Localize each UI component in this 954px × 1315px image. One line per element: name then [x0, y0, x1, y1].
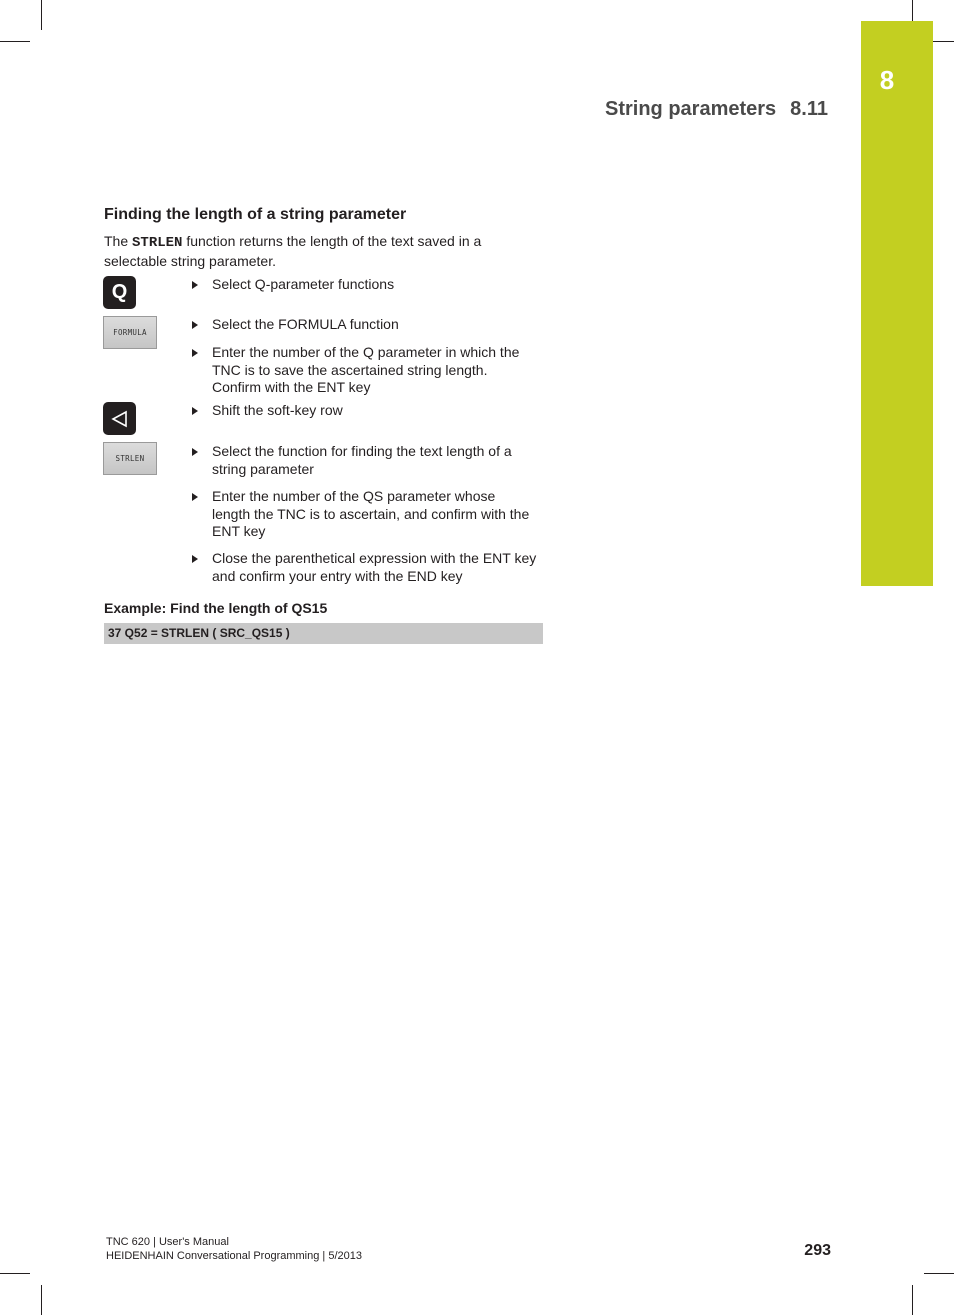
crop-mark — [0, 41, 30, 42]
running-head-section: 8.11 — [790, 98, 828, 120]
step-item — [192, 316, 537, 334]
running-head-title: String parameters — [605, 98, 777, 120]
step-text: Enter the number of the QS parameter whose length the TNC is to ascertain, and confirm with the ENT key — [212, 488, 530, 539]
step-item — [192, 402, 537, 420]
step-item — [192, 488, 537, 541]
formula-softkey-label: FORMULA — [113, 328, 147, 337]
step-item — [192, 344, 537, 397]
crop-mark — [0, 1273, 30, 1274]
intro-text-after: function returns the length of the text saved in a selectable string parameter. — [104, 233, 482, 269]
arrow-left-icon — [111, 410, 129, 428]
bullet-triangle-icon — [192, 555, 198, 563]
step-text: Select the FORMULA function — [212, 316, 399, 332]
crop-mark — [41, 0, 42, 30]
footer — [106, 1235, 362, 1263]
arrow-left-key-icon — [103, 402, 136, 435]
crop-mark — [924, 1273, 954, 1274]
bullet-triangle-icon — [192, 349, 198, 357]
bullet-triangle-icon — [192, 281, 198, 289]
crop-mark — [912, 1285, 913, 1315]
bullet-triangle-icon — [192, 448, 198, 456]
intro-paragraph — [104, 233, 524, 270]
step-text: Close the parenthetical expression with the ENT key and confirm your entry with the END key — [212, 550, 537, 584]
step-text: Select the function for finding the text length of a string parameter — [212, 443, 512, 477]
example-title: Example: Find the length of QS15 — [104, 600, 328, 616]
intro-text-before: The — [104, 233, 133, 249]
strlen-softkey-label: STRLEN — [115, 454, 145, 463]
page-number: 293 — [804, 1242, 831, 1259]
step-item — [192, 276, 537, 294]
formula-softkey-icon — [103, 316, 157, 349]
chapter-number: 8 — [879, 65, 895, 95]
running-head — [560, 98, 828, 121]
q-key-icon — [103, 276, 136, 309]
crop-mark — [41, 1285, 42, 1315]
intro-code: STRLEN — [132, 235, 183, 251]
footer-line-1: TNC 620 | User's Manual — [106, 1236, 229, 1248]
strlen-softkey-icon — [103, 442, 157, 475]
bullet-triangle-icon — [192, 407, 198, 415]
bullet-triangle-icon — [192, 493, 198, 501]
section-title: Finding the length of a string parameter — [104, 206, 407, 223]
step-text: Shift the soft-key row — [212, 402, 343, 418]
footer-line-2: HEIDENHAIN Conversational Programming | 5/2013 — [106, 1250, 362, 1262]
step-item — [192, 443, 537, 478]
code-line: 37 Q52 = STRLEN ( SRC_QS15 ) — [104, 623, 543, 644]
step-text: Select Q-parameter functions — [212, 276, 395, 292]
step-item — [192, 550, 537, 585]
bullet-triangle-icon — [192, 321, 198, 329]
step-text: Enter the number of the Q parameter in which the TNC is to save the ascertained string length. Confirm with the ENT key — [212, 344, 520, 395]
chapter-tab — [861, 21, 933, 586]
q-key-label: Q — [111, 281, 128, 303]
